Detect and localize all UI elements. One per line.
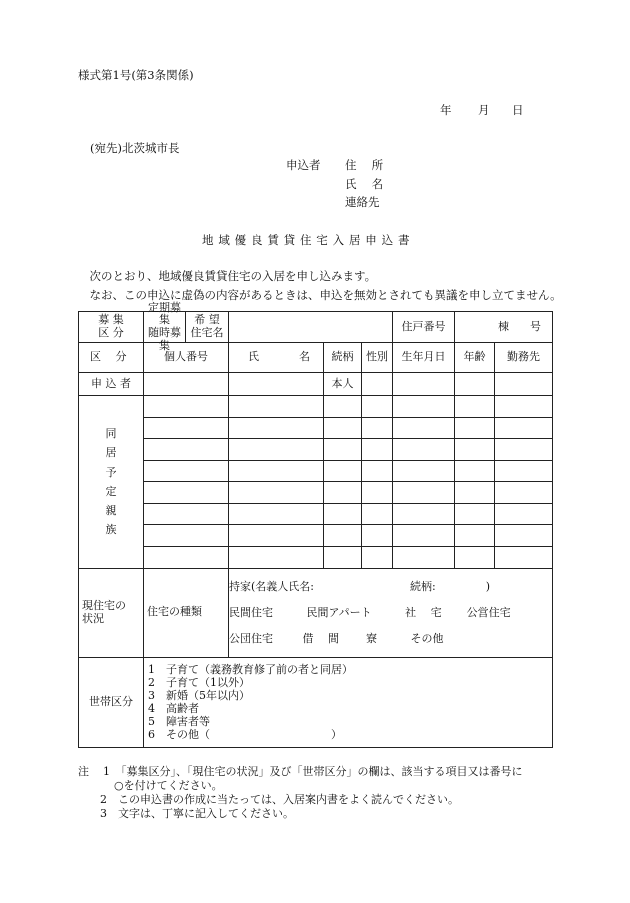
cohabitant-relation-field[interactable] xyxy=(324,503,362,525)
cohabitant-sex-field[interactable] xyxy=(362,417,393,439)
cohabitant-id-field[interactable] xyxy=(144,482,229,504)
applicant-name-field[interactable] xyxy=(229,373,324,396)
current-housing-label-2: 状況 xyxy=(82,611,104,625)
housing-private[interactable]: 民間住宅 xyxy=(229,605,273,619)
note-1 xyxy=(78,765,523,779)
intro-line-2-text: なお、この申込に虚偽の内容があるときは、申込を無効とされても異議を申し立てません。 xyxy=(89,288,562,302)
addressee: (宛先)北茨城市長 xyxy=(90,141,180,155)
note-2-num: 2 xyxy=(100,793,107,806)
household-label: 世帯区分 xyxy=(79,657,144,747)
housing-own[interactable]: 持家(名義人氏名: xyxy=(229,579,314,593)
housing-own-line[interactable] xyxy=(229,574,549,600)
recruit-label-cell xyxy=(79,312,144,343)
cohabitant-birthdate-field[interactable] xyxy=(393,482,455,504)
cohabitant-name-field[interactable] xyxy=(229,417,324,439)
cohabitant-sex-field[interactable] xyxy=(362,460,393,482)
cohabitant-row xyxy=(79,482,553,504)
cohabitant-age-field[interactable] xyxy=(455,396,495,418)
cohabitant-row xyxy=(79,546,553,568)
recruit-row xyxy=(79,312,553,343)
current-housing-label-1: 現住宅の xyxy=(82,598,126,612)
cohabitant-row xyxy=(79,460,553,482)
cohabitant-relation-field[interactable] xyxy=(324,396,362,418)
note-3-text: 文字は、丁寧に記入してください。 xyxy=(118,807,294,820)
note-3-num: 3 xyxy=(100,807,107,820)
cohabitant-workplace-field[interactable] xyxy=(495,525,553,547)
cohabitant-birthdate-field[interactable] xyxy=(393,439,455,461)
housing-line-3 xyxy=(229,626,549,652)
household-item-2[interactable]: 2 子育て（1以外） xyxy=(148,676,250,689)
cohabitant-workplace-field[interactable] xyxy=(495,417,553,439)
cohabitant-sex-field[interactable] xyxy=(362,525,393,547)
document-title: 地域優良賃貸住宅入居申込書 xyxy=(202,233,415,247)
intro-line-1-text: 次のとおり、地域優良賃貸住宅の入居を申し込みます。 xyxy=(89,269,377,283)
cohabitant-age-field[interactable] xyxy=(455,546,495,568)
cohabitant-age-field[interactable] xyxy=(455,439,495,461)
wish-label xyxy=(186,312,228,342)
applicant-birthdate-field[interactable] xyxy=(393,373,455,396)
applicant-contact-label: 連絡先 xyxy=(345,195,380,209)
col-name-1: 氏 xyxy=(248,350,259,364)
cohabitant-id-field[interactable] xyxy=(144,439,229,461)
cohabitant-workplace-field[interactable] xyxy=(495,439,553,461)
recruit-options[interactable] xyxy=(144,300,186,352)
wish-label-1: 希 望 xyxy=(194,313,220,327)
note-3 xyxy=(100,807,294,821)
cohabitant-birthdate-field[interactable] xyxy=(393,460,455,482)
household-item-3[interactable]: 3 新婚（5年以内） xyxy=(148,689,250,702)
cohabitant-name-field[interactable] xyxy=(229,460,324,482)
form-number: 様式第1号(第3条関係) xyxy=(78,68,194,82)
cohabitant-sex-field[interactable] xyxy=(362,546,393,568)
date-month-label: 月 xyxy=(478,103,490,117)
unit-number-field[interactable] xyxy=(455,312,553,343)
cohabitant-relation-field[interactable] xyxy=(324,460,362,482)
cohabitant-birthdate-field[interactable] xyxy=(393,546,455,568)
room-label: 号 xyxy=(530,319,542,333)
intro-line-1 xyxy=(78,270,376,284)
housing-rented-room[interactable]: 借 間 xyxy=(302,631,345,645)
wish-label-2: 住宅名 xyxy=(190,326,224,339)
recruit-label-1: 募 集 xyxy=(98,313,124,327)
cohabitant-workplace-field[interactable] xyxy=(495,546,553,568)
cohabitant-age-field[interactable] xyxy=(455,460,495,482)
cohabitant-workplace-field[interactable] xyxy=(495,503,553,525)
wish-housing-name-field[interactable] xyxy=(229,312,393,343)
housing-line-2 xyxy=(229,600,549,626)
note-2 xyxy=(100,793,459,807)
household-item-4[interactable]: 4 高齢者 xyxy=(148,702,199,715)
current-housing-row xyxy=(79,568,553,657)
note-2-text: この申込書の作成に当たっては、入居案内書をよく読んでください。 xyxy=(118,793,459,806)
cohabitant-workplace-field[interactable] xyxy=(495,482,553,504)
cohabitant-relation-field[interactable] xyxy=(324,417,362,439)
recruit-option-periodic[interactable]: 定期募集 xyxy=(148,300,181,327)
cohabitant-relation-field[interactable] xyxy=(324,525,362,547)
note-lead: 注 xyxy=(78,765,89,778)
col-age: 年齢 xyxy=(455,343,495,373)
cohabitant-name-field[interactable] xyxy=(229,525,324,547)
cohabitant-name-field[interactable] xyxy=(229,439,324,461)
housing-other[interactable]: その他 xyxy=(410,631,444,645)
cohabitant-id-field[interactable] xyxy=(144,417,229,439)
housing-public[interactable]: 公営住宅 xyxy=(466,605,511,619)
cohabitant-id-field[interactable] xyxy=(144,503,229,525)
col-category-text: 区 分 xyxy=(90,350,132,364)
cohabitant-birthdate-field[interactable] xyxy=(393,417,455,439)
col-sex: 性別 xyxy=(362,343,393,373)
housing-own-close: ) xyxy=(485,579,491,593)
cohabitant-id-field[interactable] xyxy=(144,460,229,482)
applicant-address-label: 住 所 xyxy=(345,158,389,172)
housing-dormitory[interactable]: 寮 xyxy=(366,631,377,645)
cohabitant-row xyxy=(79,417,553,439)
col-name xyxy=(229,343,324,373)
cohabitant-relation-field[interactable] xyxy=(324,482,362,504)
date-day-label: 日 xyxy=(512,103,524,117)
recruit-label-2: 区 分 xyxy=(98,326,124,339)
household-item-6[interactable]: 6 その他（ ） xyxy=(148,728,342,741)
cohabitant-sex-field[interactable] xyxy=(362,439,393,461)
cohabitant-sex-field[interactable] xyxy=(362,482,393,504)
cohabitant-birthdate-field[interactable] xyxy=(393,525,455,547)
household-row xyxy=(79,657,553,747)
col-id-number: 個人番号 xyxy=(144,343,229,373)
cohabitant-birthdate-field[interactable] xyxy=(393,503,455,525)
cohabitant-name-field[interactable] xyxy=(229,396,324,418)
cohabitant-row xyxy=(79,396,553,418)
col-workplace: 勤務先 xyxy=(495,343,553,373)
applicant-name-label: 氏 名 xyxy=(345,177,389,191)
housing-private-apartment[interactable]: 民間アパート xyxy=(306,605,372,619)
applicant-row-label: 申 込 者 xyxy=(79,373,144,396)
applicant-workplace-field[interactable] xyxy=(495,373,553,396)
cohabitant-birthdate-field[interactable] xyxy=(393,396,455,418)
application-table xyxy=(78,300,553,748)
col-birthdate: 生年月日 xyxy=(393,343,455,373)
cohabitant-row xyxy=(79,503,553,525)
cohabitant-workplace-field[interactable] xyxy=(495,396,553,418)
cohabitant-relation-field[interactable] xyxy=(324,439,362,461)
cohabitant-label-text: 同居予定親族 xyxy=(105,427,117,537)
applicant-relation: 本人 xyxy=(324,373,362,396)
cohabitant-name-field[interactable] xyxy=(229,503,324,525)
col-relation: 続柄 xyxy=(324,343,362,373)
applicant-age-field[interactable] xyxy=(455,373,495,396)
household-options[interactable] xyxy=(144,657,553,747)
cohabitant-age-field[interactable] xyxy=(455,525,495,547)
household-item-5[interactable]: 5 障害者等 xyxy=(148,715,210,728)
col-category xyxy=(79,343,144,373)
recruit-option-anytime[interactable]: 随時募集 xyxy=(148,326,181,352)
cohabitant-workplace-field[interactable] xyxy=(495,460,553,482)
cohabitant-id-field[interactable] xyxy=(144,396,229,418)
recruit-options-cell[interactable] xyxy=(144,300,229,352)
applicant-label: 申込者 xyxy=(286,158,321,172)
cohabitant-row xyxy=(79,439,553,461)
cohabitant-age-field[interactable] xyxy=(455,503,495,525)
housing-corporation[interactable]: 公団住宅 xyxy=(229,631,273,645)
housing-company[interactable]: 社 宅 xyxy=(405,605,448,619)
cohabitant-row xyxy=(79,525,553,547)
cohabitant-name-field[interactable] xyxy=(229,546,324,568)
cohabitant-label xyxy=(79,396,144,569)
housing-type-label: 住宅の種類 xyxy=(144,568,229,657)
applicant-sex-field[interactable] xyxy=(362,373,393,396)
housing-own-relation: 続柄: xyxy=(410,579,436,593)
unit-number-label: 住戸番号 xyxy=(393,312,455,343)
date-year-label: 年 xyxy=(440,103,452,117)
note-1-num: 1 xyxy=(103,765,110,778)
cohabitant-id-field[interactable] xyxy=(144,525,229,547)
applicant-id-field[interactable] xyxy=(144,373,229,396)
building-label: 棟 xyxy=(498,319,510,333)
cohabitant-id-field[interactable] xyxy=(144,546,229,568)
cohabitant-name-field[interactable] xyxy=(229,482,324,504)
col-name-2: 名 xyxy=(299,350,310,364)
cohabitant-age-field[interactable] xyxy=(455,482,495,504)
cohabitant-sex-field[interactable] xyxy=(362,396,393,418)
note-1-line-1: 「募集区分」、「現住宅の状況」及び「世帯区分」の欄は、該当する項目又は番号に xyxy=(121,765,523,778)
housing-type-options[interactable] xyxy=(229,568,553,657)
cohabitant-sex-field[interactable] xyxy=(362,503,393,525)
household-item-1[interactable]: 1 子育て（義務教育修了前の者と同居） xyxy=(148,663,353,676)
cohabitant-relation-field[interactable] xyxy=(324,546,362,568)
applicant-row xyxy=(79,373,553,396)
current-housing-label xyxy=(79,568,144,657)
note-1-cont: ○を付けてください。 xyxy=(114,779,223,792)
cohabitant-age-field[interactable] xyxy=(455,417,495,439)
